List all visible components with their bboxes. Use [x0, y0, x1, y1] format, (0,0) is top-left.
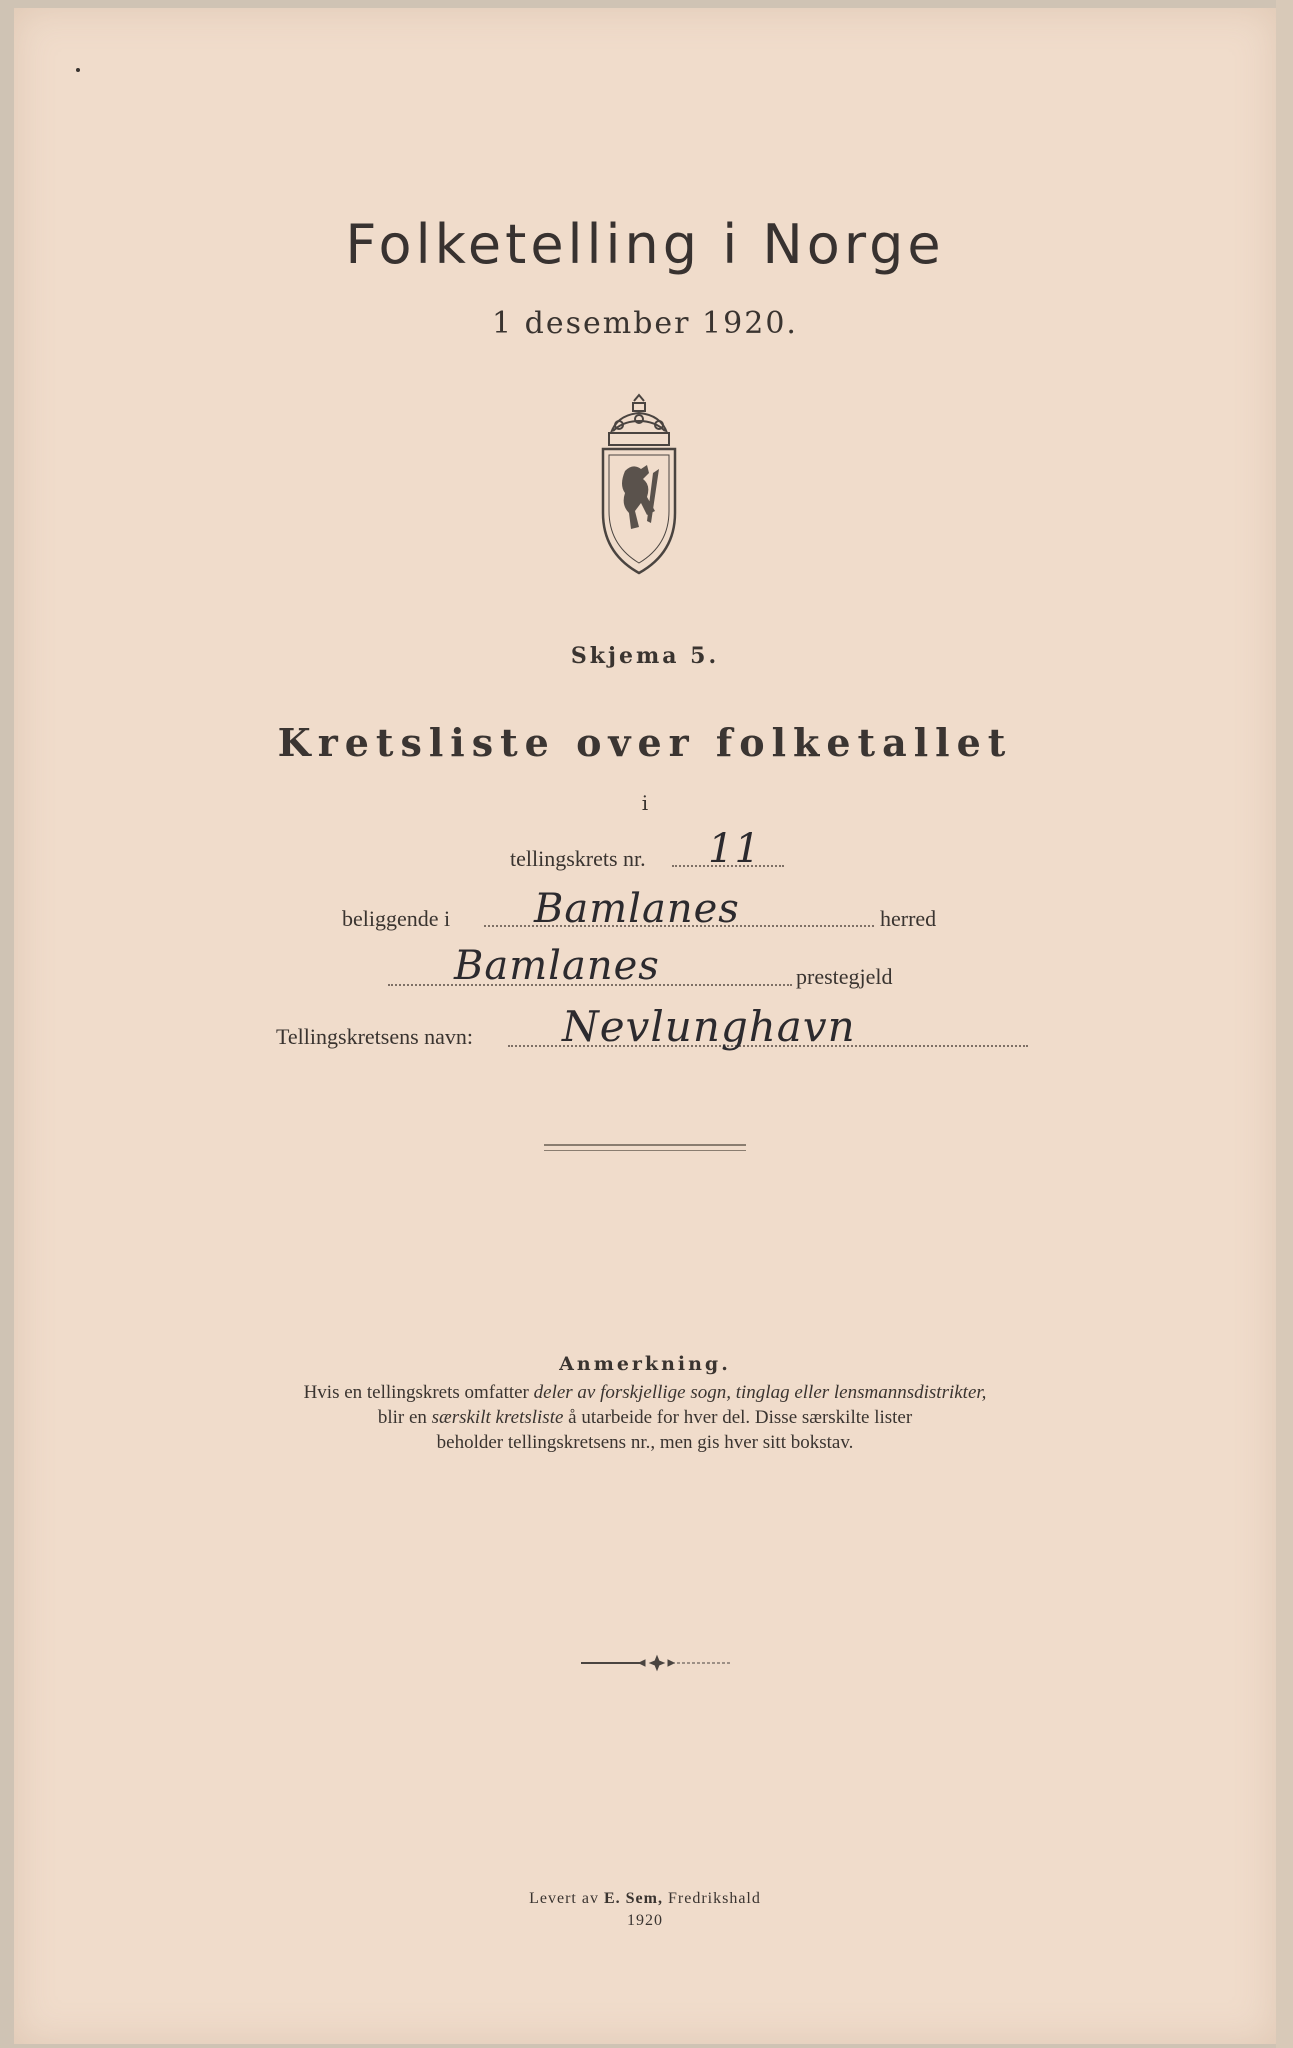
note-line-2-text-a: blir en	[377, 1407, 432, 1428]
schema-number: Skjema 5.	[570, 643, 720, 669]
prestegjeld-label: prestegjeld	[796, 964, 893, 989]
printer-prefix: Levert av	[529, 1890, 604, 1907]
preposition-i: i	[641, 791, 649, 815]
printer-line	[14, 1888, 1276, 1910]
census-date: 1 desember 1920.	[492, 306, 798, 341]
prestegjeld-value: Bamlanes	[454, 943, 660, 989]
note-line-1	[14, 1380, 1276, 1405]
scan-background-edge	[1276, 0, 1293, 2048]
note-line-2-emphasis: særskilt kretsliste	[431, 1407, 564, 1428]
note-line-2	[14, 1405, 1276, 1430]
note-line-1-emphasis: deler av forskjellige sogn, tinglag eller lensmannsdistrikter,	[533, 1382, 987, 1403]
page-title: Folketelling i Norge	[345, 213, 945, 276]
norwegian-coat-of-arms-icon	[589, 393, 689, 583]
printer-imprint	[14, 1888, 1276, 1932]
note-text	[14, 1380, 1276, 1455]
ink-speck	[76, 68, 80, 72]
note-line-1-text: Hvis en tellingskrets omfatter	[303, 1382, 534, 1403]
printer-name: E. Sem,	[603, 1890, 663, 1907]
printer-place: Fredrikshald	[662, 1890, 761, 1907]
herred-value: Bamlanes	[534, 886, 740, 932]
krets-number-value: 11	[708, 826, 761, 872]
herred-label: herred	[880, 906, 937, 931]
kretsnavn-label: Tellingskretsens navn:	[276, 1024, 474, 1049]
note-heading: Anmerkning.	[559, 1353, 731, 1375]
krets-label: tellingskrets nr.	[510, 846, 646, 871]
note-line-3: beholder tellingskretsens nr., men gis hver sitt bokstav.	[436, 1432, 854, 1453]
kretsnavn-value: Nevlunghavn	[562, 1002, 856, 1051]
separator-rule-thin	[544, 1150, 746, 1151]
note-line-2-text-c: å utarbeide for hver del. Disse særskilte lister	[563, 1407, 913, 1428]
census-form-page	[14, 8, 1276, 2044]
ornament-divider-icon	[579, 1653, 734, 1673]
beliggende-label: beliggende i	[342, 906, 451, 931]
separator-rule	[544, 1144, 746, 1146]
printer-year: 1920	[627, 1912, 663, 1929]
form-heading: Kretsliste over folketallet	[277, 720, 1013, 765]
